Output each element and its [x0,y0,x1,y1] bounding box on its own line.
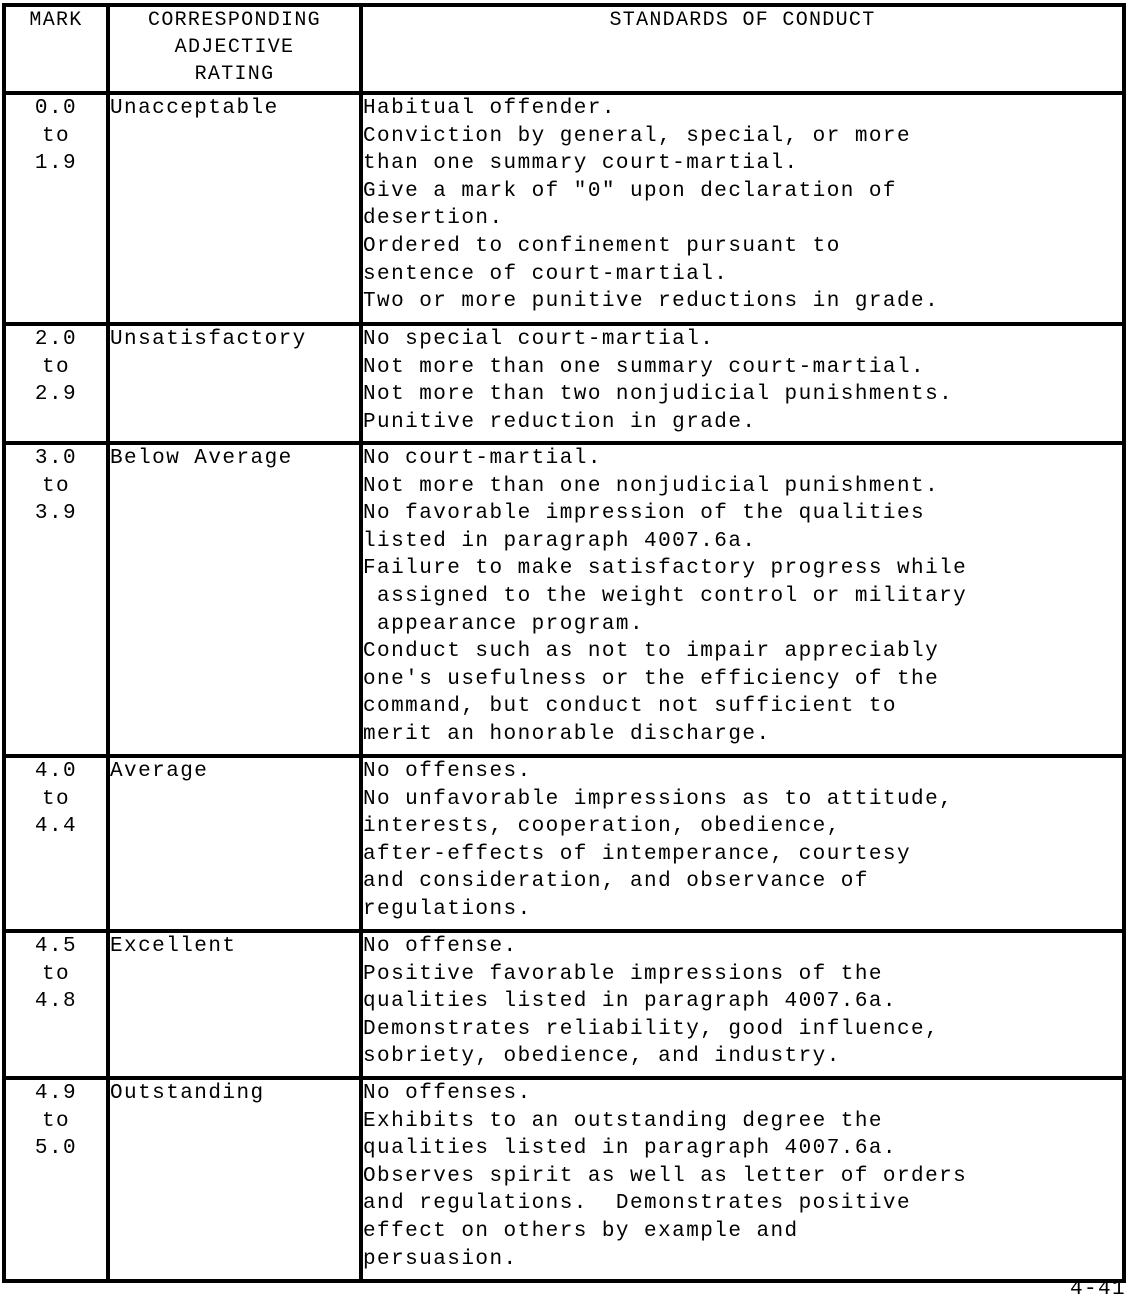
standards-cell [361,1078,1124,1281]
standards-cell [361,324,1124,443]
table-row [4,1078,1124,1281]
table-row [4,93,1124,324]
mark-range-line: 4.9 [34,1082,78,1105]
header-adjective-line: CORRESPONDING [148,9,321,32]
standard-line: Punitive reduction in grade. [363,410,757,434]
standard-line: Observes spirit as well as letter of orders [363,1164,968,1188]
page-number: 4-41 [1069,1278,1126,1301]
standard-line: Positive favorable impressions of the [363,962,883,986]
adjective-rating-cell: Below Average [108,443,361,756]
table-row [4,756,1124,931]
mark-range-line: 5.0 [34,1137,78,1161]
mark-range-line: to [41,962,71,986]
standard-line: No unfavorable impressions as to attitude, [363,787,954,811]
mark-range-cell [4,931,108,1078]
standard-line: Two or more punitive reductions in grade. [363,290,940,314]
mark-range-line: 1.9 [34,152,78,176]
mark-range-line: 4.4 [34,815,78,839]
adjective-rating-cell: Average [108,756,361,931]
header-row [4,5,1124,93]
standard-line: Give a mark of "0" upon declaration of [363,179,897,203]
adjective-rating-cell: Unsatisfactory [108,324,361,443]
standard-line: Not more than one summary court-martial. [363,355,926,379]
conduct-standards-table [2,3,1126,1283]
mark-range-cell [4,324,108,443]
standard-line: Not more than one nonjudicial punishment. [363,474,940,498]
mark-range-line: to [41,124,71,148]
mark-range-line: to [41,787,71,811]
standard-line: No offenses. [363,1082,532,1105]
standard-line: Conviction by general, special, or more [363,124,912,148]
mark-range-line: 4.5 [34,935,78,958]
header-standards-of-conduct: STANDARDS OF CONDUCT [361,5,1124,93]
standard-line: merit an honorable discharge. [363,722,771,746]
standards-cell [361,756,1124,931]
adjective-rating-cell: Unacceptable [108,93,361,324]
header-adjective-line: RATING [194,63,275,86]
standard-line: No special court-martial. [363,328,715,351]
standard-line: desertion. [363,207,504,231]
standard-line: sobriety, obedience, and industry. [363,1045,841,1069]
mark-range-line: 2.9 [34,383,78,407]
standard-line: Not more than two nonjudicial punishments. [363,383,954,407]
standard-line: No court-martial. [363,447,602,470]
standard-line: than one summary court-martial. [363,152,799,176]
mark-range-line: 2.0 [34,328,78,351]
table-row [4,324,1124,443]
standard-line: interests, cooperation, obedience, [363,815,841,839]
standards-cell [361,931,1124,1078]
header-mark: MARK [4,5,108,93]
standard-line: No offenses. [363,760,532,783]
standard-line: No offense. [363,935,518,958]
standard-line: appearance program. [363,612,645,636]
standard-line: No favorable impression of the qualities [363,502,926,526]
standard-line: qualities listed in paragraph 4007.6a. [363,990,897,1014]
header-adjective-line: ADJECTIVE [174,36,295,59]
table-row [4,443,1124,756]
table-body [4,93,1124,1281]
mark-range-line: 0.0 [34,97,78,120]
standard-line: Failure to make satisfactory progress while [363,557,968,581]
mark-range-line: 4.0 [34,760,78,783]
standard-line: after-effects of intemperance, courtesy [363,842,912,866]
mark-range-cell [4,1078,108,1281]
standard-line: and regulations. Demonstrates positive [363,1192,912,1216]
table-row [4,931,1124,1078]
standard-line: qualities listed in paragraph 4007.6a. [363,1137,897,1161]
standard-line: Demonstrates reliability, good influence, [363,1017,940,1041]
standard-line: and consideration, and observance of [363,870,869,894]
header-adjective-rating [108,5,361,93]
standard-line: Exhibits to an outstanding degree the [363,1109,883,1133]
standard-line: listed in paragraph 4007.6a. [363,529,757,553]
mark-range-cell [4,756,108,931]
adjective-rating-cell: Outstanding [108,1078,361,1281]
mark-range-line: to [41,474,71,498]
standards-cell [361,93,1124,324]
standards-cell [361,443,1124,756]
standard-line: command, but conduct not sufficient to [363,695,897,719]
mark-range-line: to [41,355,71,379]
standard-line: regulations. [363,897,532,921]
mark-range-line: 3.9 [34,502,78,526]
standard-line: assigned to the weight control or military [363,584,968,608]
mark-range-line: to [41,1109,71,1133]
standard-line: Habitual offender. [363,97,616,120]
mark-range-line: 3.0 [34,447,78,470]
mark-range-cell [4,443,108,756]
standard-line: Conduct such as not to impair appreciably [363,640,940,664]
standard-line: one's usefulness or the efficiency of the [363,667,940,691]
mark-range-cell [4,93,108,324]
standard-line: Ordered to confinement pursuant to [363,234,841,258]
standard-line: persuasion. [363,1247,518,1271]
standard-line: effect on others by example and [363,1219,799,1243]
adjective-rating-cell: Excellent [108,931,361,1078]
standard-line: sentence of court-martial. [363,262,729,286]
mark-range-line: 4.8 [34,990,78,1014]
